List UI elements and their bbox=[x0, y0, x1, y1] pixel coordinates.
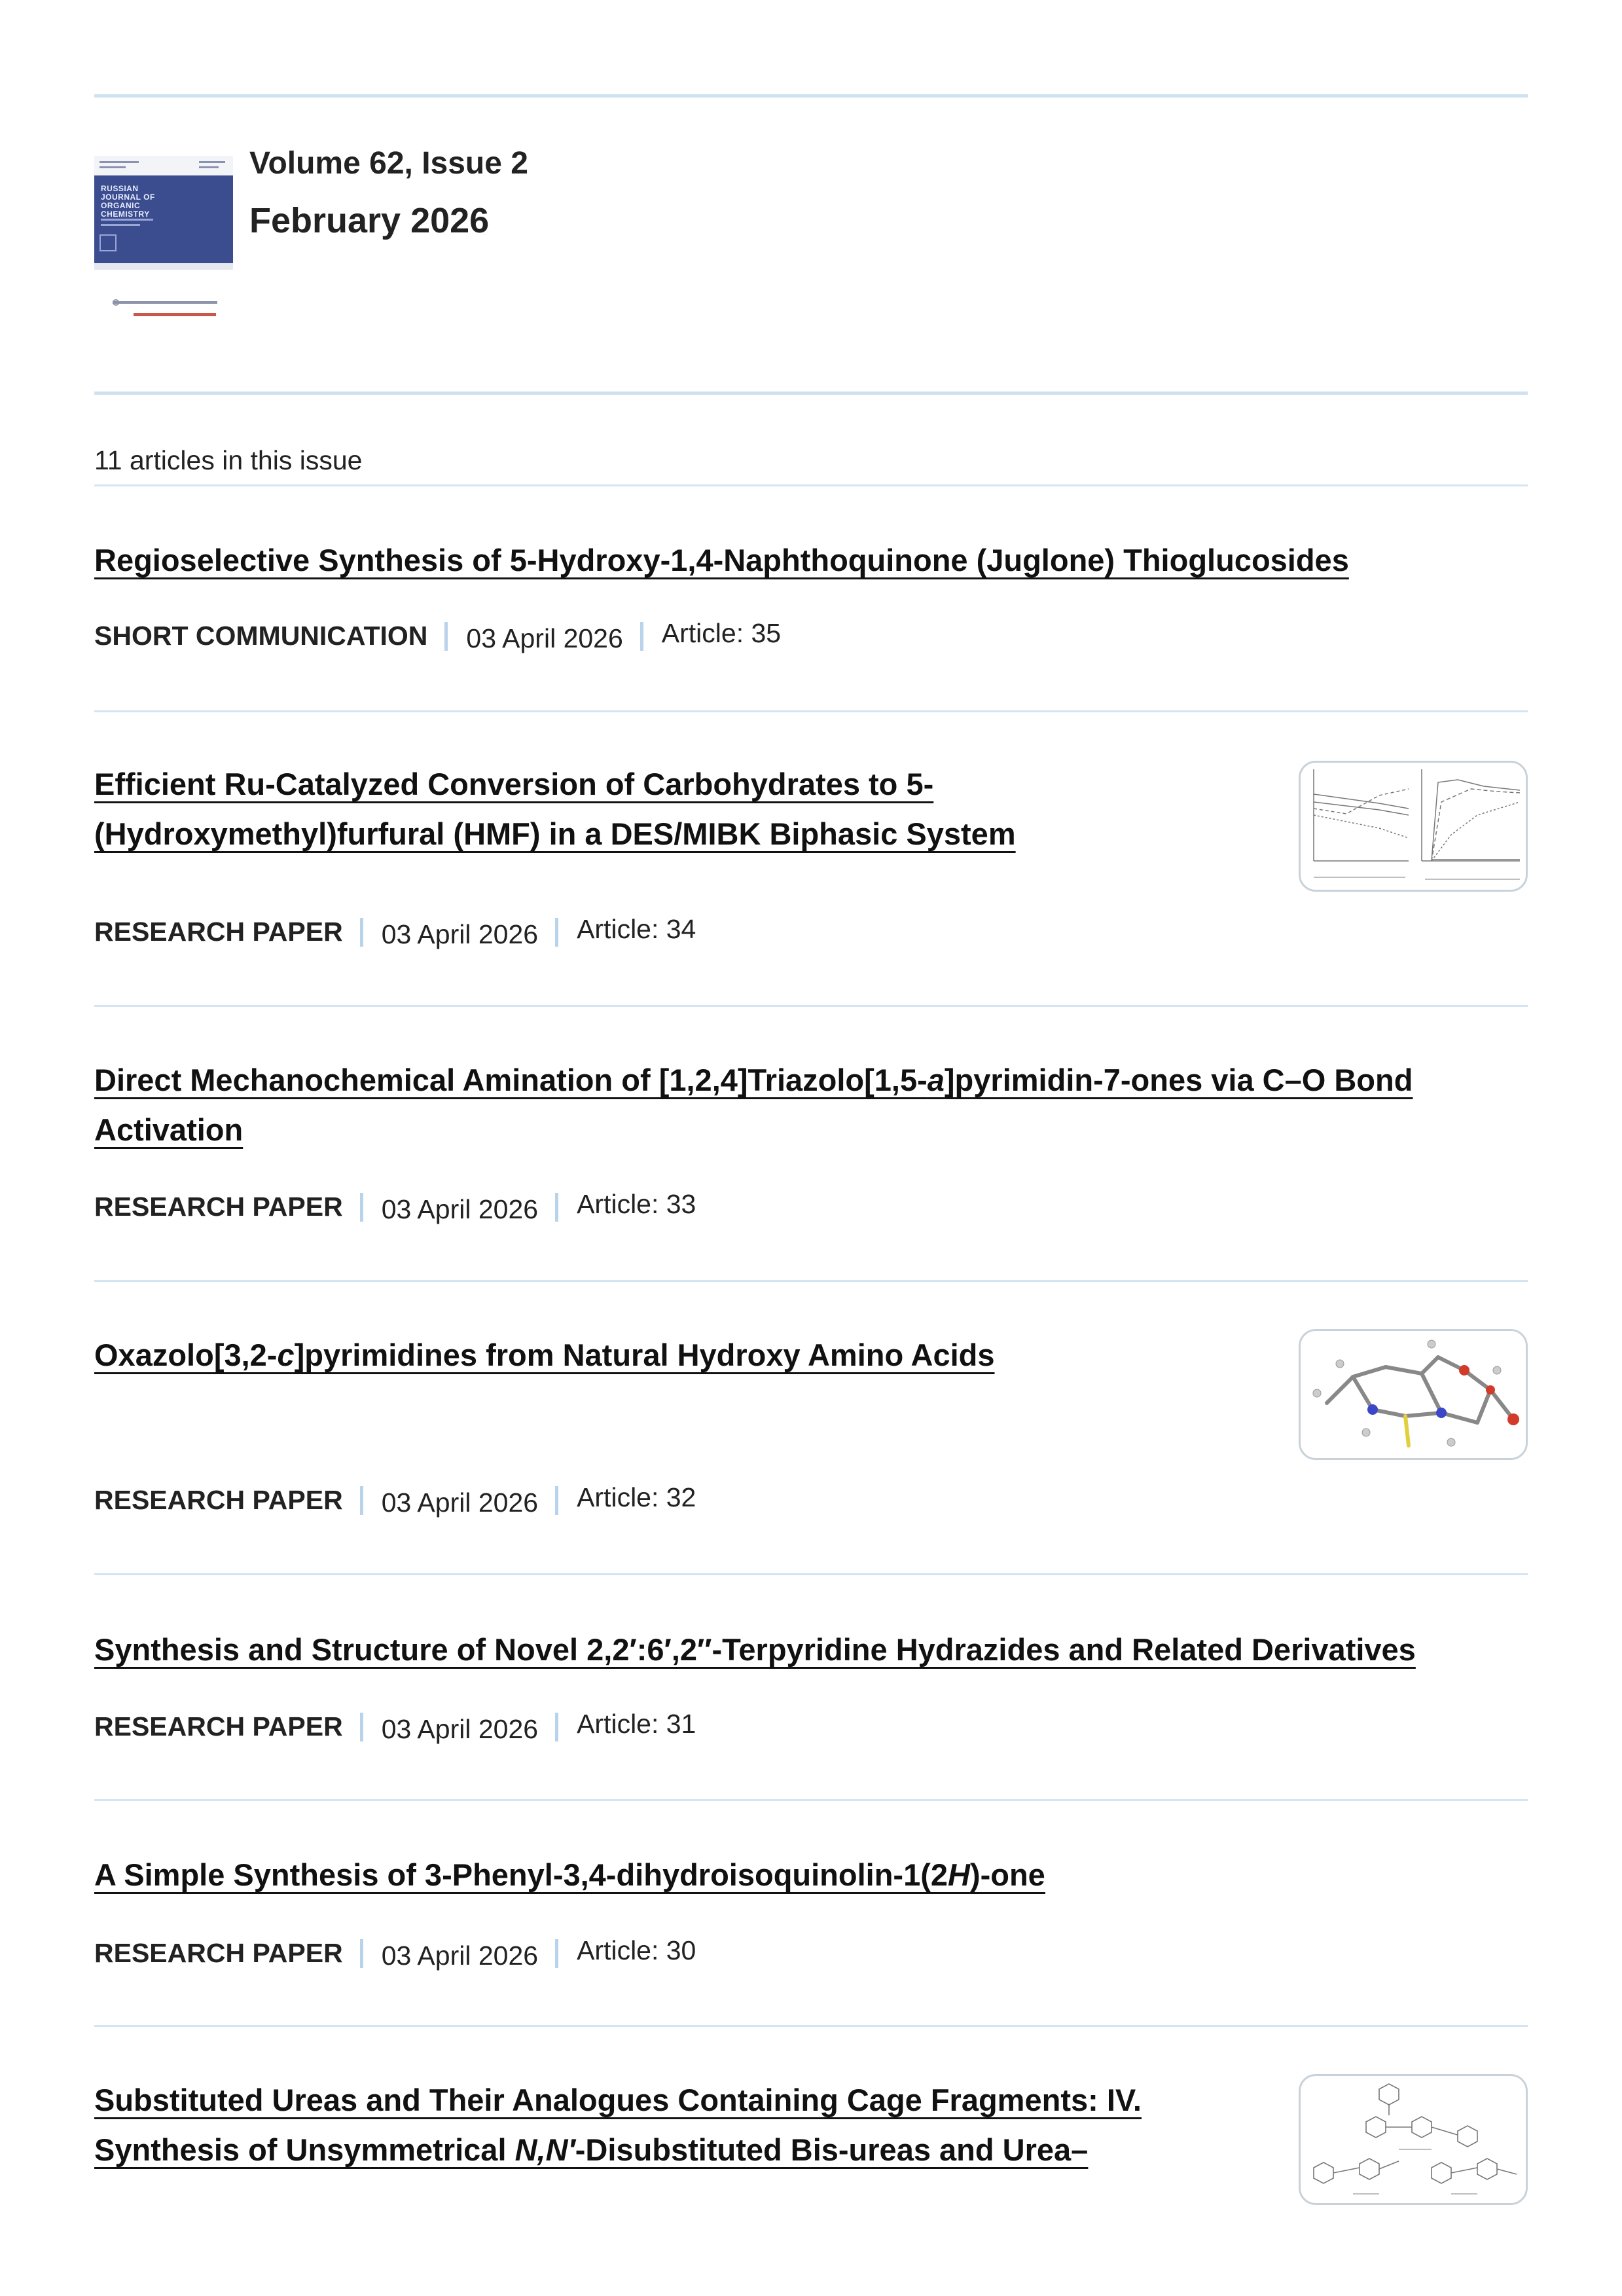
chemical-scheme-thumbnail-icon bbox=[1301, 2076, 1526, 2203]
meta-separator bbox=[555, 1486, 558, 1515]
article-date: 03 April 2026 bbox=[381, 1714, 539, 1744]
article-number: Article: 33 bbox=[577, 1189, 696, 1219]
meta-separator bbox=[360, 1486, 363, 1515]
article-type: RESEARCH PAPER bbox=[94, 917, 343, 947]
list-divider bbox=[94, 1573, 1528, 1575]
article-meta bbox=[94, 1935, 696, 1971]
article-title-text[interactable]: (Hydroxymethyl)furfural (HMF) in a DES/MIBK Biphasic System bbox=[94, 816, 1016, 851]
article-title-text[interactable]: A Simple Synthesis of 3-Phenyl-3,4-dihydroisoquinolin-1(2H)-one bbox=[94, 1857, 1045, 1892]
meta-separator bbox=[555, 918, 558, 947]
issue-volume: Volume 62, Issue 2 bbox=[249, 146, 528, 181]
meta-separator bbox=[555, 1713, 558, 1741]
list-divider bbox=[94, 484, 1528, 486]
article-title-text[interactable]: Substituted Ureas and Their Analogues Containing Cage Fragments: IV. bbox=[94, 2083, 1142, 2117]
article-title-text[interactable]: Efficient Ru-Catalyzed Conversion of Carbohydrates to 5- bbox=[94, 767, 934, 801]
article-date: 03 April 2026 bbox=[381, 1487, 539, 1518]
molecular-structure-thumbnail-icon bbox=[1301, 1331, 1526, 1458]
article-thumbnail-molecule[interactable] bbox=[1299, 1329, 1528, 1460]
article-title-text[interactable]: Regioselective Synthesis of 5-Hydroxy-1,4-Naphthoquinone (Juglone) Thioglucosides bbox=[94, 543, 1349, 577]
meta-separator bbox=[640, 622, 643, 651]
article-type: RESEARCH PAPER bbox=[94, 1192, 343, 1222]
article-title-link[interactable] bbox=[94, 2075, 1142, 2175]
article-number: Article: 34 bbox=[577, 914, 696, 944]
article-title-text[interactable]: Activation bbox=[94, 1112, 243, 1147]
article-number: Article: 32 bbox=[577, 1482, 696, 1512]
article-title-text[interactable]: Synthesis and Structure of Novel 2,2′:6′,2″-Terpyridine Hydrazides and Related Derivatives bbox=[94, 1632, 1416, 1667]
meta-separator bbox=[555, 1193, 558, 1222]
article-type: RESEARCH PAPER bbox=[94, 1938, 343, 1968]
article-meta bbox=[94, 1482, 696, 1518]
article-meta bbox=[94, 914, 696, 949]
journal-cover-image[interactable] bbox=[94, 156, 233, 333]
meta-separator bbox=[444, 622, 448, 651]
list-divider bbox=[94, 1005, 1528, 1007]
article-thumbnail-chart[interactable] bbox=[1299, 761, 1528, 892]
article-title-link[interactable] bbox=[94, 1055, 1413, 1155]
meta-separator bbox=[360, 1939, 363, 1968]
header-divider bbox=[94, 392, 1528, 395]
meta-separator bbox=[555, 1939, 558, 1968]
article-title-link[interactable] bbox=[94, 536, 1349, 585]
line-chart-thumbnail-icon bbox=[1301, 763, 1526, 890]
list-divider bbox=[94, 2025, 1528, 2027]
article-title-link[interactable] bbox=[94, 1625, 1416, 1675]
article-meta bbox=[94, 1711, 696, 1742]
article-title-text[interactable]: Synthesis of Unsymmetrical N,N′-Disubstituted Bis-ureas and Urea– bbox=[94, 2132, 1089, 2167]
article-number: Article: 31 bbox=[577, 1709, 696, 1739]
cover-title: RUSSIAN JOURNAL OF ORGANIC CHEMISTRY bbox=[101, 184, 155, 219]
article-type: RESEARCH PAPER bbox=[94, 1711, 343, 1741]
top-divider bbox=[94, 94, 1528, 98]
article-title-link[interactable] bbox=[94, 1850, 1045, 1900]
article-title-text[interactable]: Direct Mechanochemical Amination of [1,2,4]Triazolo[1,5-a]pyrimidin-7-ones via C–O Bond bbox=[94, 1063, 1413, 1097]
article-date: 03 April 2026 bbox=[381, 1941, 539, 1971]
meta-separator bbox=[360, 918, 363, 947]
article-meta bbox=[94, 1189, 696, 1224]
article-title-link[interactable] bbox=[94, 759, 1016, 859]
list-divider bbox=[94, 1280, 1528, 1282]
article-date: 03 April 2026 bbox=[381, 919, 539, 949]
list-divider bbox=[94, 710, 1528, 712]
article-number: Article: 35 bbox=[661, 618, 782, 648]
article-number: Article: 30 bbox=[577, 1935, 696, 1965]
article-date: 03 April 2026 bbox=[466, 623, 623, 653]
article-date: 03 April 2026 bbox=[381, 1194, 539, 1224]
article-type: RESEARCH PAPER bbox=[94, 1485, 343, 1515]
article-title-text[interactable]: Oxazolo[3,2-c]pyrimidines from Natural Hydroxy Amino Acids bbox=[94, 1338, 995, 1372]
article-meta bbox=[94, 618, 782, 653]
article-type: SHORT COMMUNICATION bbox=[94, 621, 428, 651]
article-thumbnail-scheme[interactable] bbox=[1299, 2074, 1528, 2205]
list-divider bbox=[94, 1799, 1528, 1801]
meta-separator bbox=[360, 1193, 363, 1222]
article-title-link[interactable] bbox=[94, 1330, 995, 1380]
meta-separator bbox=[360, 1713, 363, 1741]
article-count: 11 articles in this issue bbox=[94, 445, 363, 475]
issue-date: February 2026 bbox=[249, 201, 490, 240]
